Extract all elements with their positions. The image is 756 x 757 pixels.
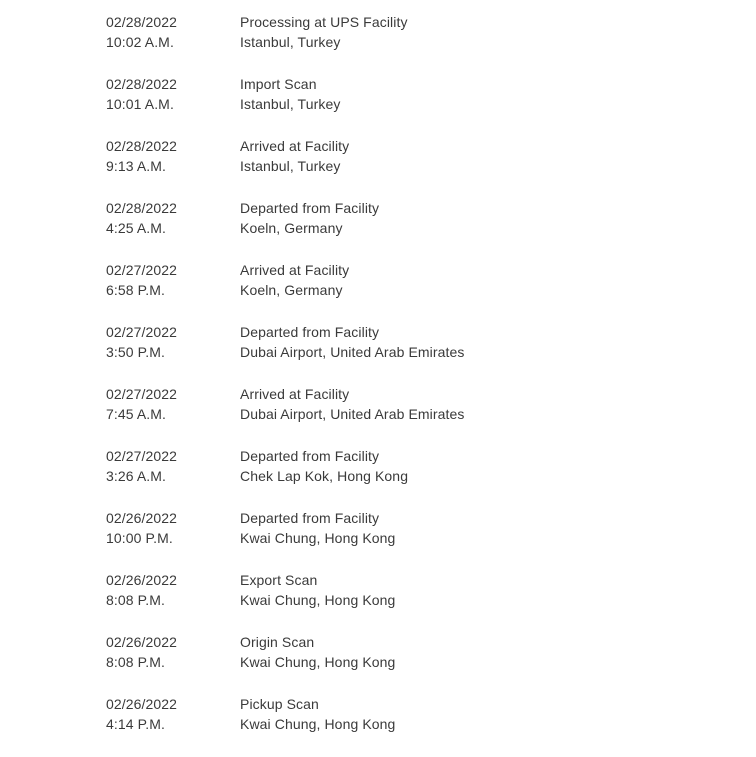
tracking-event [106,384,666,446]
event-date: 02/26/2022 [106,510,178,526]
tracking-event [106,322,666,384]
event-time: 3:26 A.M. [106,468,167,484]
event-date: 02/26/2022 [106,696,178,712]
event-status: Departed from Facility [240,324,380,340]
event-location: Koeln, Germany [240,282,343,298]
tracking-event [106,508,666,570]
event-time: 4:14 P.M. [106,716,166,732]
tracking-event [106,198,666,260]
event-date: 02/26/2022 [106,634,178,650]
event-date: 02/28/2022 [106,138,178,154]
tracking-event [106,74,666,136]
event-time: 9:13 A.M. [106,158,167,174]
event-date: 02/28/2022 [106,14,178,30]
event-date: 02/28/2022 [106,76,178,92]
event-time: 4:25 A.M. [106,220,167,236]
event-time: 3:50 P.M. [106,344,166,360]
event-status: Departed from Facility [240,200,380,216]
tracking-event [106,570,666,632]
event-location: Dubai Airport, United Arab Emirates [240,406,465,422]
tracking-event [106,694,666,756]
event-location: Koeln, Germany [240,220,343,236]
tracking-event [106,12,666,74]
event-time: 8:08 P.M. [106,654,166,670]
event-location: Kwai Chung, Hong Kong [240,592,396,608]
event-location: Dubai Airport, United Arab Emirates [240,344,465,360]
event-time: 8:08 P.M. [106,592,166,608]
event-status: Arrived at Facility [240,262,350,278]
event-status: Departed from Facility [240,510,380,526]
event-time: 7:45 A.M. [106,406,167,422]
tracking-event [106,632,666,694]
event-status: Pickup Scan [240,696,319,712]
event-time: 10:00 P.M. [106,530,173,546]
tracking-timeline [106,12,666,756]
event-date: 02/27/2022 [106,262,178,278]
event-status: Export Scan [240,572,318,588]
event-status: Arrived at Facility [240,386,350,402]
event-location: Istanbul, Turkey [240,158,341,174]
event-date: 02/28/2022 [106,200,178,216]
event-date: 02/26/2022 [106,572,178,588]
event-status: Origin Scan [240,634,315,650]
event-location: Chek Lap Kok, Hong Kong [240,468,409,484]
event-status: Arrived at Facility [240,138,350,154]
event-status: Processing at UPS Facility [240,14,408,30]
event-status: Import Scan [240,76,317,92]
event-time: 10:02 A.M. [106,34,174,50]
tracking-event [106,446,666,508]
event-location: Kwai Chung, Hong Kong [240,654,396,670]
event-location: Kwai Chung, Hong Kong [240,530,396,546]
event-location: Istanbul, Turkey [240,96,341,112]
tracking-event [106,260,666,322]
event-time: 6:58 P.M. [106,282,166,298]
tracking-event [106,136,666,198]
event-date: 02/27/2022 [106,386,178,402]
event-location: Kwai Chung, Hong Kong [240,716,396,732]
event-status: Departed from Facility [240,448,380,464]
event-date: 02/27/2022 [106,448,178,464]
event-time: 10:01 A.M. [106,96,174,112]
event-location: Istanbul, Turkey [240,34,341,50]
event-date: 02/27/2022 [106,324,178,340]
